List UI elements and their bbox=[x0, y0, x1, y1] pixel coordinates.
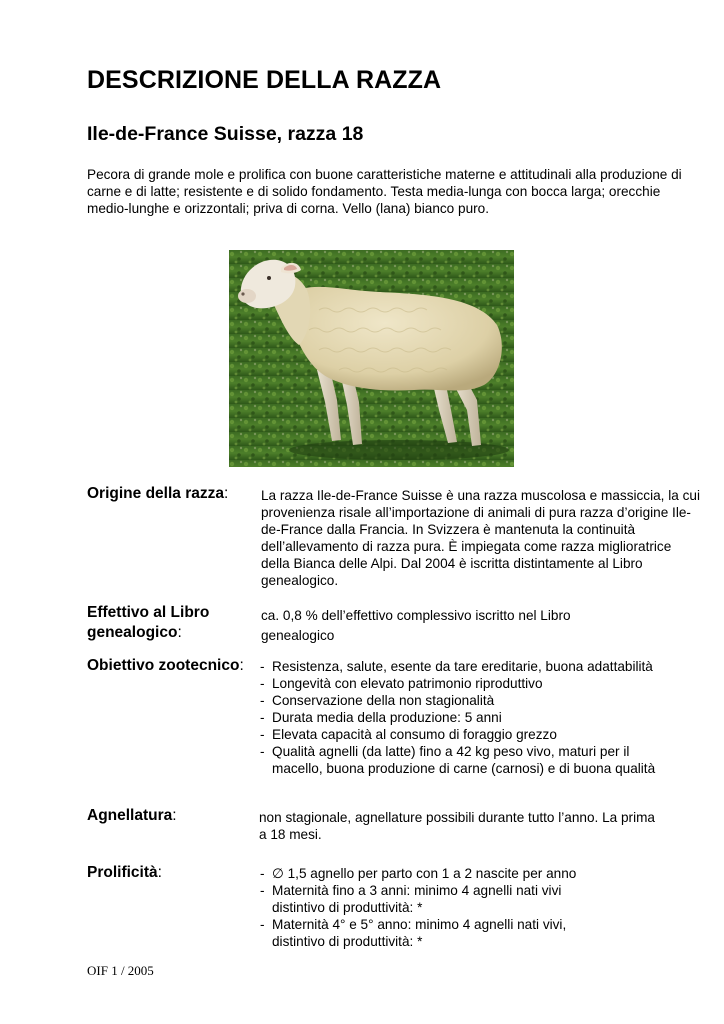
obiettivo-list bbox=[260, 658, 700, 777]
list-item: - Resistenza, salute, esente da tare ereditarie, buona adattabilità bbox=[260, 658, 700, 675]
sheep-photo bbox=[229, 250, 514, 467]
list-item: - Qualità agnelli (da latte) fino a 42 kg peso vivo, maturi per il macello, buona produzione di carne (carnosi) e di buona qualità bbox=[260, 743, 664, 777]
label-obiettivo: Obiettivo zootecnico: bbox=[87, 657, 244, 674]
list-item: - Durata media della produzione: 5 anni bbox=[260, 709, 700, 726]
prolificita-list bbox=[260, 865, 605, 950]
list-item: - ∅ 1,5 agnello per parto con 1 a 2 nascite per anno bbox=[260, 865, 632, 882]
list-item: - Maternità 4° e 5° anno: minimo 4 agnelli nati vivi, distintivo di produttività: * bbox=[260, 916, 602, 950]
list-item: - Elevata capacità al consumo di foraggio grezzo bbox=[260, 726, 700, 743]
agnellatura-text: non stagionale, agnellature possibili durante tutto l’anno. La prima a 18 mesi. bbox=[259, 810, 655, 842]
page-footer: OIF 1 / 2005 bbox=[87, 963, 154, 978]
list-item: - Maternità fino a 3 anni: minimo 4 agnelli nati vivi distintivo di produttività: * bbox=[260, 882, 592, 916]
effettivo-text: ca. 0,8 % dell’effettivo complessivo iscritto nel Libro genealogico bbox=[261, 608, 571, 643]
page-title: DESCRIZIONE DELLA RAZZA bbox=[87, 66, 442, 94]
label-prolificita: Prolificità: bbox=[87, 864, 162, 881]
label-agnellatura: Agnellatura: bbox=[87, 807, 177, 824]
label-effettivo: Effettivo al Libro genealogico: bbox=[87, 604, 210, 641]
intro-paragraph: Pecora di grande mole e prolifica con buone caratteristiche materne e attitudinali alla produzione di carne e di latte; resistente e di solido fondamento. Testa media-lunga con bocca larga; orecchie medio-lunghe e orizzontali; priva di corna. Vello (lana) bianco puro. bbox=[87, 167, 682, 216]
label-origine: Origine della razza: bbox=[87, 485, 229, 502]
list-item: - Longevità con elevato patrimonio riproduttivo bbox=[260, 675, 700, 692]
origine-text: La razza Ile-de-France Suisse è una razza muscolosa e massiccia, la cui provenienza risale all’importazione di animali di pura razza d’origine Ile-de-France dalla Francia. In Svizzera è mantenuta la continuità dell’allevamento di razza pura. È impiegata come razza miglioratrice della Bianca delle Alpi. Dal 2004 è iscritta distintamente al Libro genealogico. bbox=[261, 488, 700, 588]
breed-subtitle: Ile-de-France Suisse, razza 18 bbox=[87, 123, 364, 145]
list-item: - Conservazione della non stagionalità bbox=[260, 692, 700, 709]
